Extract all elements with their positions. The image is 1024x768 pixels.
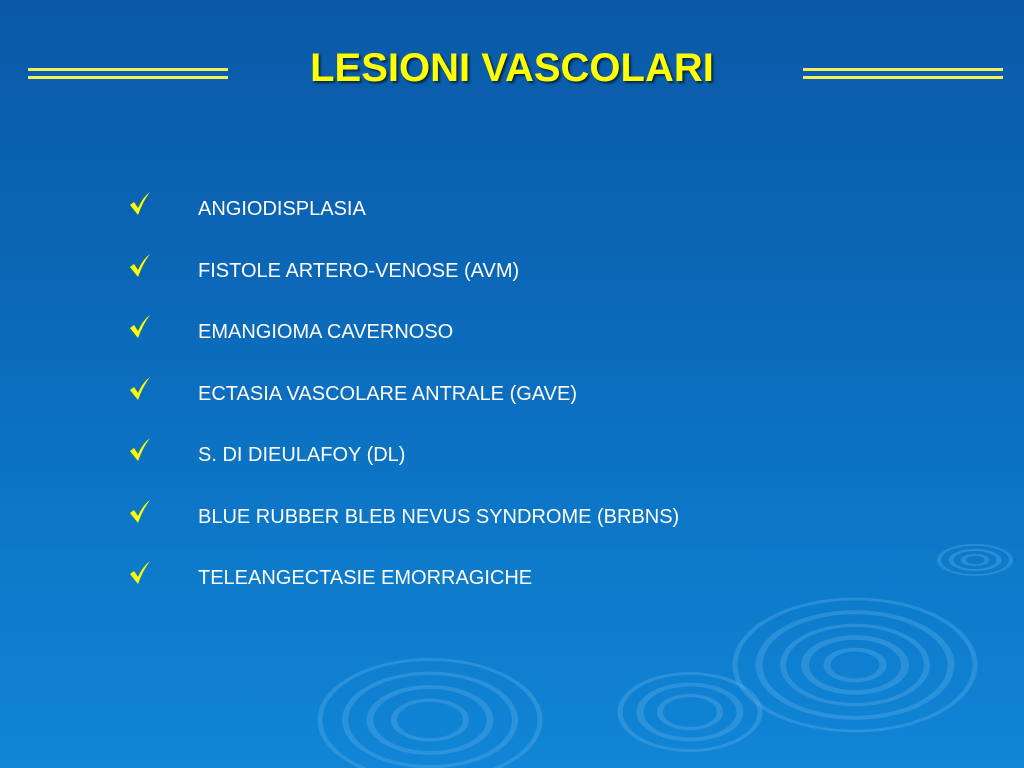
checkmark-icon <box>128 559 152 585</box>
checkmark-icon <box>128 252 152 278</box>
list-item-label: ANGIODISPLASIA <box>198 198 366 220</box>
list-item <box>0 432 1024 494</box>
list-item-label: BLUE RUBBER BLEB NEVUS SYNDROME (BRBNS) <box>198 505 680 528</box>
checkmark-icon <box>128 313 152 339</box>
checkmark-icon <box>128 190 152 216</box>
list-item-label: EMANGIOMA CAVERNOSO <box>198 321 454 343</box>
list-item <box>0 555 1024 617</box>
list-item-label: S. DI DIEULAFOY (DL) <box>198 444 406 466</box>
list-item <box>0 186 1024 248</box>
bullet-list <box>0 186 1024 617</box>
checkmark-icon <box>128 436 152 462</box>
title-rule-right <box>803 68 1003 79</box>
list-item <box>0 309 1024 371</box>
list-item-label: TELEANGECTASIE EMORRAGICHE <box>198 567 533 589</box>
slide-title: LESIONI VASCOLARI <box>310 46 714 90</box>
checkmark-icon <box>128 498 152 524</box>
list-item <box>0 248 1024 310</box>
list-item <box>0 371 1024 433</box>
list-item <box>0 494 1024 556</box>
checkmark-icon <box>128 375 152 401</box>
list-item-label: FISTOLE ARTERO-VENOSE (AVM) <box>198 259 520 282</box>
list-item-label: ECTASIA VASCOLARE ANTRALE (GAVE) <box>198 382 577 405</box>
